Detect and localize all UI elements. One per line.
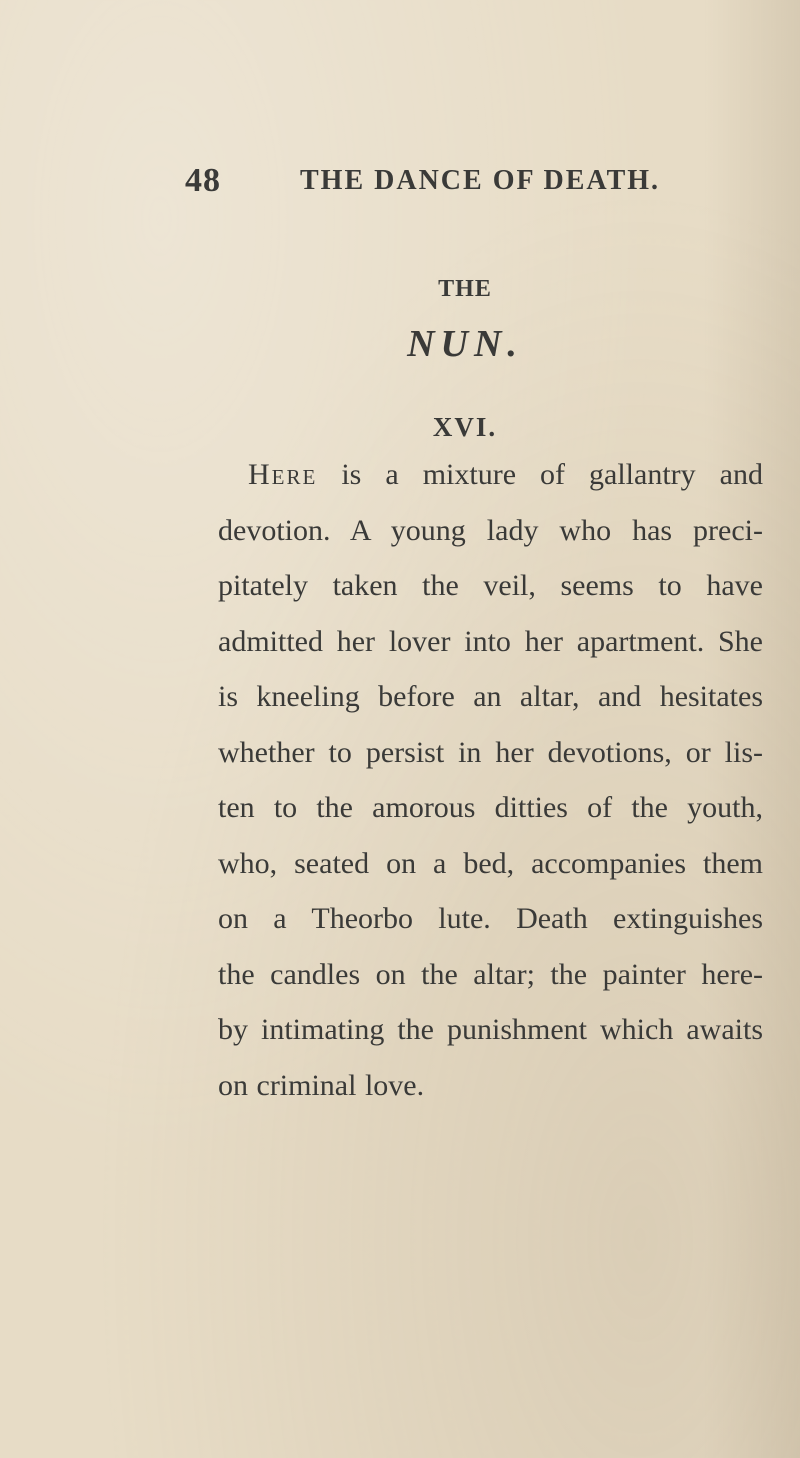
running-title: THE DANCE OF DEATH. <box>300 165 661 196</box>
body-line-text: is a mixture of gallantry and <box>341 458 763 491</box>
section-title: NUN. <box>407 323 523 365</box>
body-line: on criminal love. <box>218 1068 425 1102</box>
page-header <box>185 162 745 202</box>
section-numeral: XVI. <box>432 412 498 442</box>
body-line: ten to the amorous ditties of the youth, <box>218 791 763 824</box>
section-label: THE <box>438 276 492 302</box>
page-number: 48 <box>185 162 221 199</box>
body-line: whether to persist in her devotions, or lis- <box>218 735 763 769</box>
body-line: by intimating the punishment which awaits <box>218 1013 763 1046</box>
body-line: on a Theorbo lute. Death extinguishes <box>218 902 763 935</box>
body-line: the candles on the altar; the painter here- <box>218 957 763 991</box>
body-line: pitately taken the veil, seems to have <box>218 569 763 602</box>
body-line: who, seated on a bed, accompanies them <box>218 846 763 880</box>
body-paragraph <box>218 447 763 1113</box>
body-line: devotion. A young lady who has preci- <box>218 513 763 547</box>
body-line: admitted her lover into her apartment. She <box>218 624 763 658</box>
body-line <box>218 447 763 503</box>
first-word: Here <box>248 458 318 491</box>
body-line: is kneeling before an altar, and hesitates <box>218 680 763 713</box>
